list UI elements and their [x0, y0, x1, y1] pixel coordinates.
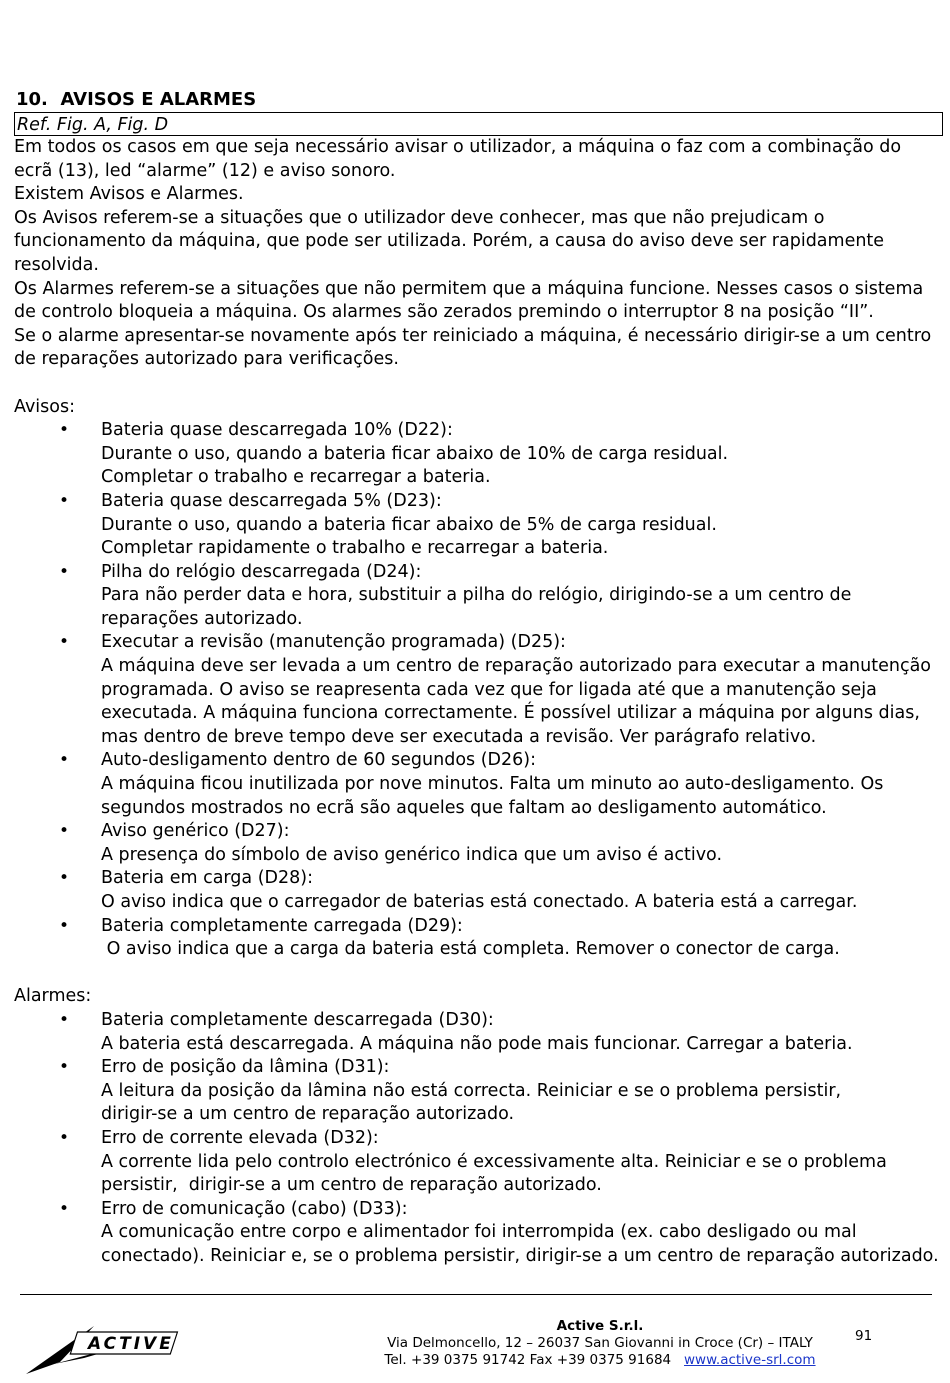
aviso-item — [14, 419, 934, 490]
alarme-item-description: A comunicação entre corpo e alimentador foi interrompida (ex. cabo desligado ou mal — [101, 1222, 857, 1243]
aviso-item-description: A máquina deve ser levada a um centro de reparação autorizado para executar a manutenção — [101, 656, 931, 677]
alarme-item-description: dirigir-se a um centro de reparação autorizado. — [101, 1104, 515, 1125]
bullet-icon: • — [59, 750, 70, 771]
alarmes-label: Alarmes: — [14, 986, 92, 1007]
alarme-item-title: Erro de comunicação (cabo) (D33): — [101, 1198, 408, 1219]
aviso-item-description: O aviso indica que o carregador de baterias está conectado. A bateria está a carregar. — [101, 892, 858, 912]
alarme-item-description: conectado). Reiniciar e, se o problema persistir, dirigir-se a um centro de reparação autorizado. — [101, 1245, 939, 1266]
footer-contact — [330, 1318, 873, 1369]
bullet-icon: • — [59, 561, 70, 582]
intro-paragraph-5: Se o alarme apresentar-se novamente após ter reiniciado a máquina, é necessário dirigir-se a um centro de reparações autorizado para verificações. — [14, 325, 932, 370]
aviso-item-title: Bateria em carga (D28): — [101, 868, 313, 889]
section-heading — [14, 88, 934, 111]
alarme-item-title: Bateria completamente descarregada (D30): — [101, 1009, 494, 1030]
aviso-item-description: Para não perder data e hora, substituir a pilha do relógio, dirigindo-se a um centro de — [101, 585, 852, 606]
alarme-item — [14, 1056, 934, 1127]
aviso-item — [14, 561, 934, 632]
alarmes-list — [14, 1009, 939, 1269]
figure-reference: Ref. Fig. A, Fig. D — [14, 112, 943, 136]
logo-text: ACTIVE — [88, 1334, 174, 1354]
aviso-item-title: Aviso genérico (D27): — [101, 821, 290, 842]
aviso-item — [14, 749, 934, 820]
alarme-item-title: Erro de corrente elevada (D32): — [101, 1127, 379, 1148]
aviso-item — [14, 915, 934, 962]
page-number: 91 — [855, 1328, 873, 1344]
avisos-label: Avisos: — [14, 396, 76, 417]
aviso-item-description: mas dentro de breve tempo deve ser executada a revisão. Ver parágrafo relativo. — [101, 726, 817, 747]
active-logo — [24, 1318, 189, 1380]
bullet-icon: • — [59, 1057, 70, 1078]
footer-divider — [20, 1294, 932, 1295]
bullet-icon: • — [59, 1198, 70, 1219]
page-content — [14, 88, 939, 1269]
alarme-item-description: persistir, dirigir-se a um centro de reparação autorizado. — [101, 1175, 602, 1196]
aviso-item-description: Completar rapidamente o trabalho e recarregar a bateria. — [101, 538, 609, 559]
avisos-list — [14, 419, 934, 962]
aviso-item — [14, 490, 934, 561]
bullet-icon: • — [59, 490, 70, 511]
footer-address: Via Delmoncello, 12 – 26037 San Giovanni in Croce (Cr) – ITALY — [387, 1335, 813, 1351]
intro-paragraph-2: Existem Avisos e Alarmes. — [14, 184, 244, 205]
aviso-item — [14, 867, 934, 914]
aviso-item-title: Bateria completamente carregada (D29): — [101, 915, 463, 936]
alarme-item-description: A corrente lida pelo controlo electrónico é excessivamente alta. Reiniciar e se o problema — [101, 1151, 887, 1172]
aviso-item-title: Bateria quase descarregada 5% (D23): — [101, 490, 442, 511]
aviso-item-title: Executar a revisão (manutenção programada) (D25): — [101, 632, 566, 653]
alarme-item-description: A bateria está descarregada. A máquina não pode mais funcionar. Carregar a bateria. — [101, 1033, 853, 1054]
intro-paragraph-4: Os Alarmes referem-se a situações que não permitem que a máquina funcione. Nesses casos o sistema de controlo bloqueia a máquina. Os alarmes são zerados premindo o interruptor 8 na posição “II”. — [14, 278, 924, 323]
bullet-icon: • — [59, 821, 70, 842]
aviso-item-description: executada. A máquina funciona correctamente. É possível utilizar a máquina por alguns dias, — [101, 703, 920, 724]
aviso-item-title: Bateria quase descarregada 10% (D22): — [101, 420, 453, 441]
section-title: AVISOS E ALARMES — [60, 89, 257, 110]
aviso-item-description: Durante o uso, quando a bateria ficar abaixo de 10% de carga residual. — [101, 443, 729, 464]
footer-company: Active S.r.l. — [556, 1318, 644, 1334]
bullet-icon: • — [59, 1127, 70, 1148]
alarme-item-description: A leitura da posição da lâmina não está correcta. Reiniciar e se o problema persistir, — [101, 1080, 842, 1101]
body-text — [14, 136, 939, 1269]
bullet-icon: • — [59, 1009, 70, 1030]
aviso-item-description: programada. O aviso se reapresenta cada vez que for ligada até que a manutenção seja — [101, 679, 877, 700]
aviso-item-description: segundos mostrados no ecrã são aqueles que faltam ao desligamento automático. — [101, 797, 827, 818]
alarme-item-title: Erro de posição da lâmina (D31): — [101, 1057, 390, 1078]
bullet-icon: • — [59, 915, 70, 936]
aviso-item-description: Durante o uso, quando a bateria ficar abaixo de 5% de carga residual. — [101, 514, 717, 535]
bullet-icon: • — [59, 868, 70, 889]
alarme-item — [14, 1198, 939, 1269]
bullet-icon: • — [59, 420, 70, 441]
aviso-item-description: A presença do símbolo de aviso genérico indica que um aviso é activo. — [101, 844, 723, 865]
alarme-item — [14, 1009, 934, 1056]
aviso-item-description: A máquina ficou inutilizada por nove minutos. Falta um minuto ao auto-desligamento. Os — [101, 774, 884, 795]
footer-tel-fax: Tel. +39 0375 91742 Fax +39 0375 91684 — [384, 1352, 672, 1368]
section-number: 10. — [16, 89, 48, 110]
bullet-icon: • — [59, 632, 70, 653]
alarme-item — [14, 1127, 934, 1198]
intro-paragraph-1: Em todos os casos em que seja necessário avisar o utilizador, a máquina o faz com a combinação do ecrã (13), led “alarme” (12) e aviso sonoro. — [14, 137, 902, 181]
aviso-item-title: Pilha do relógio descarregada (D24): — [101, 561, 422, 582]
footer-website-link[interactable]: www.active-srl.com — [684, 1352, 816, 1368]
aviso-item-description: reparações autorizado. — [101, 608, 303, 629]
aviso-item — [14, 820, 934, 867]
footer-phone-line — [330, 1352, 870, 1369]
aviso-item-title: Auto-desligamento dentro de 60 segundos (D26): — [101, 750, 536, 771]
aviso-item-description: O aviso indica que a carga da bateria está completa. Remover o conector de carga. — [101, 939, 840, 960]
intro-paragraph-3: Os Avisos referem-se a situações que o utilizador deve conhecer, mas que não prejudicam o funcionamento da máquina, que pode ser utilizada. Porém, a causa do aviso deve ser rapidamente resolvida. — [14, 207, 885, 275]
aviso-item — [14, 631, 934, 749]
aviso-item-description: Completar o trabalho e recarregar a bateria. — [101, 467, 491, 488]
